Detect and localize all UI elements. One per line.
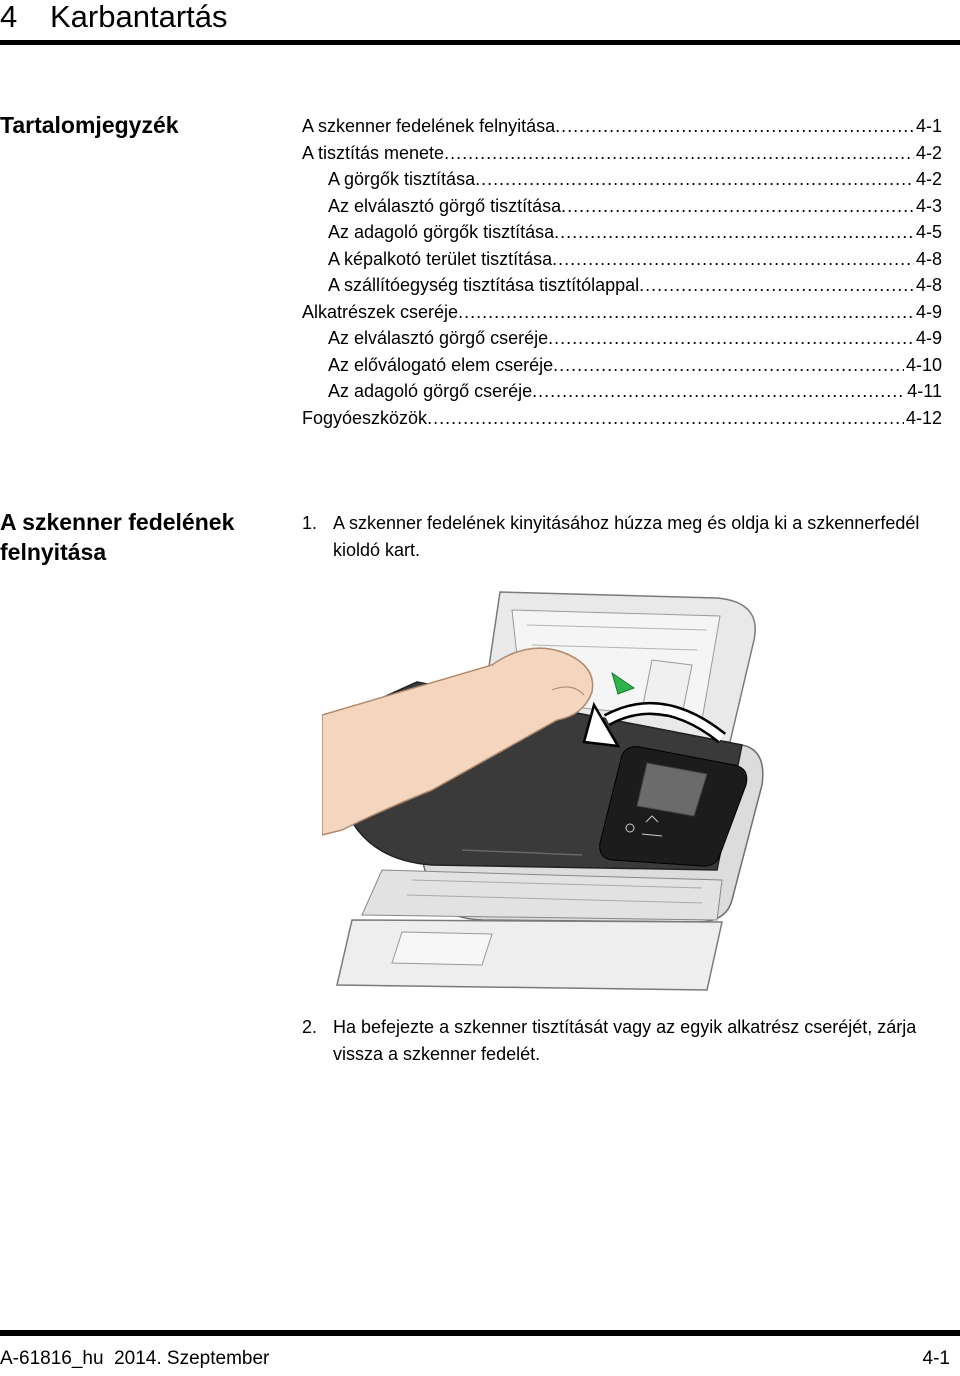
toc-entry-title[interactable]: A tisztítás menete (302, 142, 445, 163)
step-text: Ha befejezte a szkenner tisztítását vagy az egyik alkatrész cseréjét, zárja vissza a szkenner fedelét. (333, 1017, 917, 1064)
toc-entry-title[interactable]: Az elválasztó görgő cseréje (328, 328, 549, 348)
toc-entry[interactable] (302, 113, 942, 140)
toc-leader-dots (532, 378, 905, 405)
table-of-contents (302, 113, 942, 431)
toc-entry-page[interactable]: 4-12 (905, 407, 942, 428)
toc-entry-page[interactable]: 4-8 (915, 248, 942, 269)
toc-entry-page[interactable]: 4-2 (915, 169, 942, 189)
toc-entry-page[interactable]: 4-11 (907, 381, 942, 401)
chapter-title (0, 0, 228, 34)
scanner-illustration (322, 570, 772, 1000)
toc-entry[interactable] (302, 140, 942, 167)
toc-entry-title[interactable]: A görgők tisztítása (328, 169, 476, 189)
toc-entry-title[interactable]: Az elválasztó görgő tisztítása (328, 195, 562, 216)
toc-entry-page[interactable]: 4-5 (915, 222, 942, 242)
toc-entry-title[interactable]: A szállítóegység tisztítása tisztítólappal (328, 275, 640, 295)
toc-leader-dots (552, 246, 914, 273)
step-1 (302, 510, 952, 564)
chapter-number: 4 (0, 0, 18, 34)
chapter-title-text: Karbantartás (50, 0, 228, 34)
toc-entry-title[interactable]: Alkatrészek cseréje (302, 301, 459, 322)
toc-leader-dots (548, 325, 914, 352)
toc-entry-title[interactable]: A szkenner fedelének felnyitása (302, 116, 556, 136)
header-rule (0, 40, 960, 45)
toc-entry[interactable] (302, 405, 942, 432)
toc-leader-dots (444, 140, 914, 167)
toc-entry[interactable] (302, 299, 942, 326)
toc-entry-title[interactable]: A képalkotó terület tisztítása (328, 248, 553, 269)
toc-leader-dots (427, 405, 904, 432)
toc-entry[interactable] (302, 219, 942, 246)
toc-entry-title[interactable]: Az adagoló görgő cseréje (328, 381, 533, 401)
toc-entry-page[interactable]: 4-8 (915, 275, 942, 295)
toc-entry[interactable] (302, 246, 942, 273)
toc-leader-dots (561, 193, 914, 220)
step-text: A szkenner fedelének kinyitásához húzza meg és oldja ki a szkennerfedél kioldó kart. (333, 513, 920, 560)
footer-rule (0, 1330, 960, 1336)
toc-leader-dots (458, 299, 914, 326)
toc-entry-page[interactable]: 4-3 (915, 195, 942, 216)
toc-entry-title[interactable]: Fogyóeszközök (302, 407, 428, 428)
toc-entry-page[interactable]: 4-9 (915, 328, 942, 348)
toc-entry[interactable] (302, 325, 942, 352)
step-number: 1. (302, 513, 318, 533)
toc-entry[interactable] (302, 193, 942, 220)
toc-entry[interactable] (302, 352, 942, 379)
step-2 (302, 1014, 952, 1068)
footer-page-number: 4-1 (922, 1348, 950, 1369)
step-number: 2. (302, 1017, 318, 1037)
toc-leader-dots (639, 272, 914, 299)
toc-entry-page[interactable]: 4-2 (915, 142, 942, 163)
toc-entry[interactable] (302, 378, 942, 405)
toc-leader-dots (554, 219, 914, 246)
toc-entry-title[interactable]: Az előválogató elem cseréje (328, 354, 554, 375)
toc-leader-dots (475, 166, 914, 193)
output-tray (337, 870, 722, 990)
toc-entry-page[interactable]: 4-1 (915, 116, 942, 136)
toc-entry[interactable] (302, 272, 942, 299)
section-heading: A szkenner fedelének felnyitása (0, 509, 235, 565)
toc-entry-page[interactable]: 4-10 (905, 354, 942, 375)
toc-heading: Tartalomjegyzék (0, 112, 179, 138)
toc-leader-dots (553, 352, 904, 379)
footer-doc-id: A-61816_hu 2014. Szeptember (0, 1348, 270, 1369)
toc-leader-dots (555, 113, 914, 140)
toc-entry-page[interactable]: 4-9 (915, 301, 942, 322)
toc-entry[interactable] (302, 166, 942, 193)
toc-entry-title[interactable]: Az adagoló görgők tisztítása (328, 222, 555, 242)
